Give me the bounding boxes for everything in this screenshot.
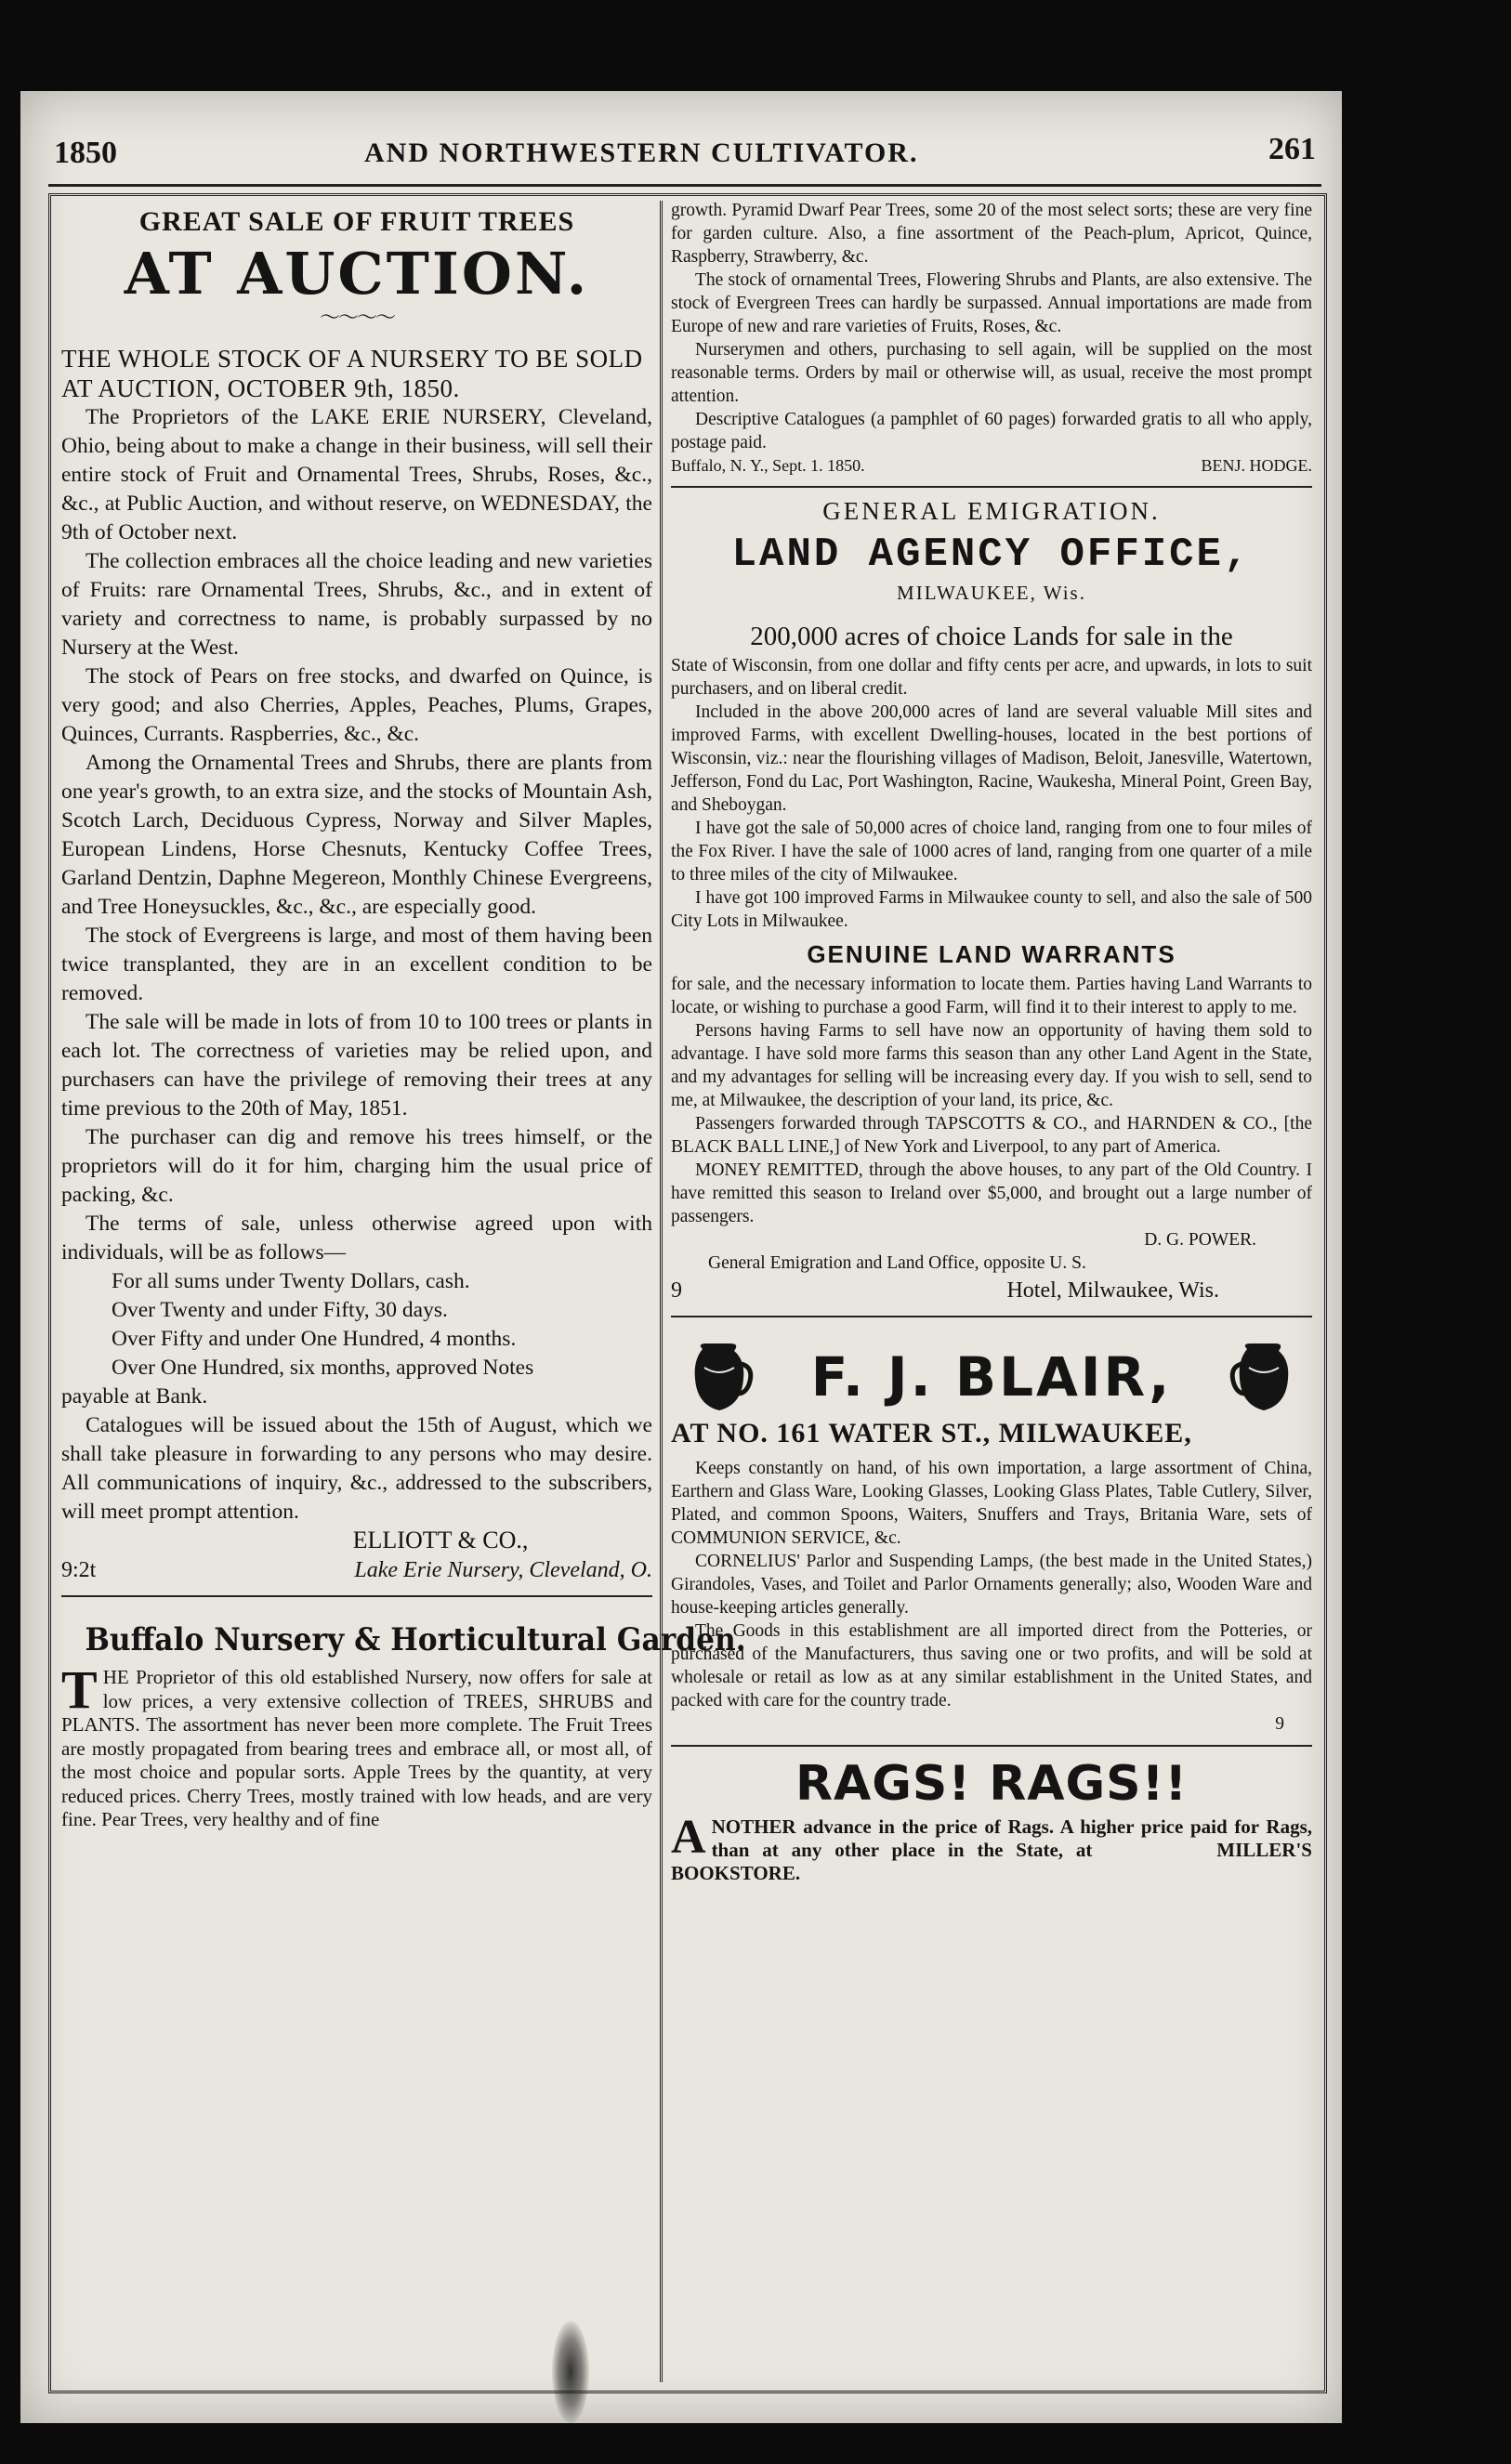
auction-title: AT AUCTION. [124, 240, 590, 308]
section-rule [671, 486, 1312, 488]
land-warrants-heading: GENUINE LAND WARRANTS [807, 940, 1176, 968]
rags-body-text: NOTHER advance in the price of Rags. A higher price paid for Rags, than at any other place in the State, at [711, 1815, 1312, 1861]
land-footer [671, 1275, 1312, 1306]
blair-name: F. J. BLAIR, [810, 1345, 1173, 1409]
buffalo-dropcap: T [61, 1659, 98, 1720]
auction-headline: GREAT SALE OF FRUIT TREES [138, 206, 575, 237]
header-year: 1850 [54, 136, 117, 170]
auction-term: Over One Hundred, six months, approved Notes [112, 1356, 534, 1380]
buffalo-body [61, 1659, 652, 1832]
buffalo-signer: BENJ. HODGE. [1201, 456, 1312, 475]
buffalo-headline: Buffalo Nursery & Horticultural Garden. [85, 1621, 746, 1658]
blair-address: AT NO. 161 WATER ST., MILWAUKEE, [671, 1418, 1192, 1448]
land-office: General Emigration and Land Office, opposite U. S. [708, 1253, 1086, 1273]
auction-paragraph: The Proprietors of the LAKE ERIE NURSERY, Cleveland, Ohio, being about to make a change in their business, will sell their entire stock of Fruit and Ornamental Trees, Shrubs, Roses, &c., &c., at Public Auction, and without reserve, on WEDNESDAY, the 9th of October next. [61, 405, 652, 544]
auction-term: For all sums under Twenty Dollars, cash. [112, 1269, 470, 1293]
blair-header [671, 1340, 1312, 1414]
land-warrants-body: for sale, and the necessary information to locate them. Parties having Land Warrants to locate, or wishing to purchase a good Farm, will find it to their interest to apply to me. [671, 975, 1312, 1017]
auction-paragraph: The stock of Pears on free stocks, and dwarfed on Quince, is very good; and also Cherries, Apples, Peaches, Plums, Grapes, Quinces, Currants. Raspberries, &c., &c. [61, 664, 652, 746]
land-heading-office: LAND AGENCY OFFICE, [731, 531, 1252, 578]
rags-store: MILLER'S BOOKSTORE. [671, 1839, 1312, 1884]
ornament-divider: ～～～～ [319, 306, 394, 329]
land-acres-headline: 200,000 acres of choice Lands for sale in the [750, 622, 1233, 651]
left-column [61, 199, 746, 2382]
auction-subheadline: THE WHOLE STOCK OF A NURSERY TO BE SOLD AT AUCTION, OCTOBER 9th, 1850. [61, 345, 643, 402]
buffalo-nurserymen: Nurserymen and others, purchasing to sell again, will be supplied on the most reasonable terms. Orders by mail or otherwise will, as usual, receive the most prompt attention. [671, 340, 1312, 406]
blair-goods: The Goods in this establishment are all imported direct from the Potteries, or purchased of the Manufacturers, thus saving one or two profits, and will be sold at wholesale or retail as low as at any similar establishment in the United States, and packed with care for the country trade. [671, 1621, 1312, 1710]
auction-signature: ELLIOTT & CO., [352, 1527, 529, 1553]
land-passengers: Passengers forwarded through TAPSCOTTS & CO., and HARNDEN & CO., [the BLACK BALL LINE,] of New York and Liverpool, to any part of America. [671, 1114, 1312, 1157]
land-signer: D. G. POWER. [1144, 1230, 1256, 1250]
auction-paragraph: The terms of sale, unless otherwise agreed upon with individuals, will be as follows— [61, 1212, 652, 1265]
column-divider [660, 201, 663, 2382]
header-page-number: 261 [1268, 132, 1316, 166]
auction-term: Over Fifty and under One Hundred, 4 months. [112, 1327, 517, 1351]
rags-dropcap: A [671, 1811, 706, 1864]
land-acres-body: State of Wisconsin, from one dollar and fifty cents per acre, and upwards, in lots to suit purchasers, and on liberal credit. [671, 656, 1312, 699]
right-column [671, 199, 1312, 2382]
auction-paragraph: The sale will be made in lots of from 10 to 100 trees or plants in each lot. The correctness of varieties may be relied upon, and purchasers can have the privilege of removing their trees at any time previous to the 20th of May, 1851. [61, 1010, 652, 1121]
buffalo-place-date: Buffalo, N. Y., Sept. 1. 1850. [671, 456, 865, 475]
auction-terms-tail: payable at Bank. [61, 1384, 208, 1409]
newspaper-page [20, 91, 1342, 2423]
header-rule [48, 184, 1321, 187]
auction-term: Over Twenty and under Fifty, 30 days. [112, 1298, 448, 1322]
header-title: AND NORTHWESTERN CULTIVATOR. [364, 138, 919, 168]
auction-closing: Catalogues will be issued about the 15th of August, which we shall take pleasure in forwarding to any persons who may desire. All communications of inquiry, &c., addressed to the subscribers, will meet prompt attention. [61, 1413, 652, 1524]
page-header [48, 132, 1321, 184]
pitcher-icon [1229, 1340, 1299, 1414]
section-rule [61, 1595, 652, 1597]
buffalo-body-text: HE Proprietor of this old established Nursery, now offers for sale at low prices, a very extensive collection of TREES, SHRUBS and PLANTS. The assortment has never been more complete. The Fruit Trees are mostly propagated from bearing trees and embrace all, or most all, of the most choice and popular sorts. Apple Trees by the quantity, at very reduced prices. Cherry Trees, mostly trained with low heads, and are very fine. Pear Trees, very healthy and of fine [61, 1666, 652, 1830]
auction-paragraph: The stock of Evergreens is large, and most of them having been twice transplanted, they are in an excellent condition to be removed. [61, 924, 652, 1005]
auction-footer [61, 1554, 652, 1586]
buffalo-catalogues: Descriptive Catalogues (a pamphlet of 60 pages) forwarded gratis to all who apply, postage paid. [671, 410, 1312, 452]
section-rule [671, 1745, 1312, 1747]
land-farms: I have got 100 improved Farms in Milwaukee county to sell, and also the sale of 500 City Lots in Milwaukee. [671, 888, 1312, 931]
auction-paragraph: The purchaser can dig and remove his trees himself, or the proprietors will do it for him, charging him the usual price of packing, &c. [61, 1125, 652, 1207]
auction-paragraph: The collection embraces all the choice leading and new varieties of Fruits: rare Ornamental Trees, Shrubs, &c., and in extent of variety and correctness to name, is probably surpassed by no Nursery at the West. [61, 549, 652, 660]
blair-lamps: CORNELIUS' Parlor and Suspending Lamps, (the best made in the United States,) Girandoles, Vases, and Toilet and Parlor Ornaments generally; also, Wooden Ware and house-keeping articles generally. [671, 1552, 1312, 1618]
auction-code: 9:2t [61, 1558, 97, 1582]
auction-paragraph: Among the Ornamental Trees and Shrubs, there are plants from one year's growth, to an extra size, and the stocks of Mountain Ash, Scotch Larch, Deciduous Cypress, Norway and Silver Maples, European Lindens, Horse Chesnuts, Kentucky Coffee Trees, Garland Dentzin, Daphne Megereon, Monthly Chinese Evergreens, and Tree Honeysuckles, &c., &c., are especially good. [61, 751, 652, 919]
pitcher-icon [684, 1340, 755, 1414]
auction-nursery-line: Lake Erie Nursery, Cleveland, O. [354, 1558, 652, 1582]
land-location: MILWAUKEE, Wis. [897, 582, 1086, 604]
rags-heading: RAGS! RAGS!! [795, 1756, 1189, 1812]
blair-body: Keeps constantly on hand, of his own importation, a large assortment of China, Earthern and Glass Ware, Looking Glasses, Looking Glass Plates, Table Cutlery, Silver, Plated, and common Spoons, Waiters, Snuffers and Trays, Britania Ware, sets of COMMUNION SERVICE, &c. [671, 1459, 1312, 1548]
rags-body [671, 1811, 1312, 1885]
land-included: Included in the above 200,000 acres of land are several valuable Mill sites and improved Farms, with excellent Dwelling-houses, located in the best portions of Wisconsin, viz.: near the flourishing villages of Madison, Beloit, Janesville, Watertown, Jefferson, Fond du Lac, Port Washington, Racine, Waukesha, Mineral Point, Green Bay, and Sheboygan. [671, 702, 1312, 815]
section-rule [671, 1316, 1312, 1317]
buffalo-continuation: growth. Pyramid Dwarf Pear Trees, some 20 of the most select sorts; these are very fine for garden culture. Also, a fine assortment of the Peach-plum, Apricot, Quince, Raspberry, Strawberry, &c. [671, 201, 1312, 267]
land-persons: Persons having Farms to sell have now an opportunity of having them sold to advantage. I have sold more farms this season than any other Land Agent in the State, and my advantages for selling will be increasing every day. If you wish to sell, send to me, at Milwaukee, the description of your land, its price, &c. [671, 1021, 1312, 1110]
land-code: 9 [671, 1278, 682, 1303]
land-hotel: Hotel, Milwaukee, Wis. [1006, 1278, 1219, 1303]
land-heading-general: GENERAL EMIGRATION. [822, 497, 1161, 525]
land-money: MONEY REMITTED, through the above houses, to any part of the Old Country. I have remitted this season to Ireland over $5,000, and brought out a large number of passengers. [671, 1160, 1312, 1226]
land-fox-river: I have got the sale of 50,000 acres of choice land, ranging from one to four miles of the Fox River. I have the sale of 1000 acres of land, ranging from one quarter of a mile to three miles of the city of Milwaukee. [671, 819, 1312, 885]
ink-blot [552, 2321, 589, 2423]
buffalo-ornamental: The stock of ornamental Trees, Flowering Shrubs and Plants, are also extensive. The stock of Evergreen Trees can hardly be surpassed. Annual importations are made from Europe of new and rare varieties of Fruits, Roses, &c. [671, 270, 1312, 336]
buffalo-footer [671, 454, 1312, 477]
blair-code: 9 [1275, 1714, 1284, 1734]
